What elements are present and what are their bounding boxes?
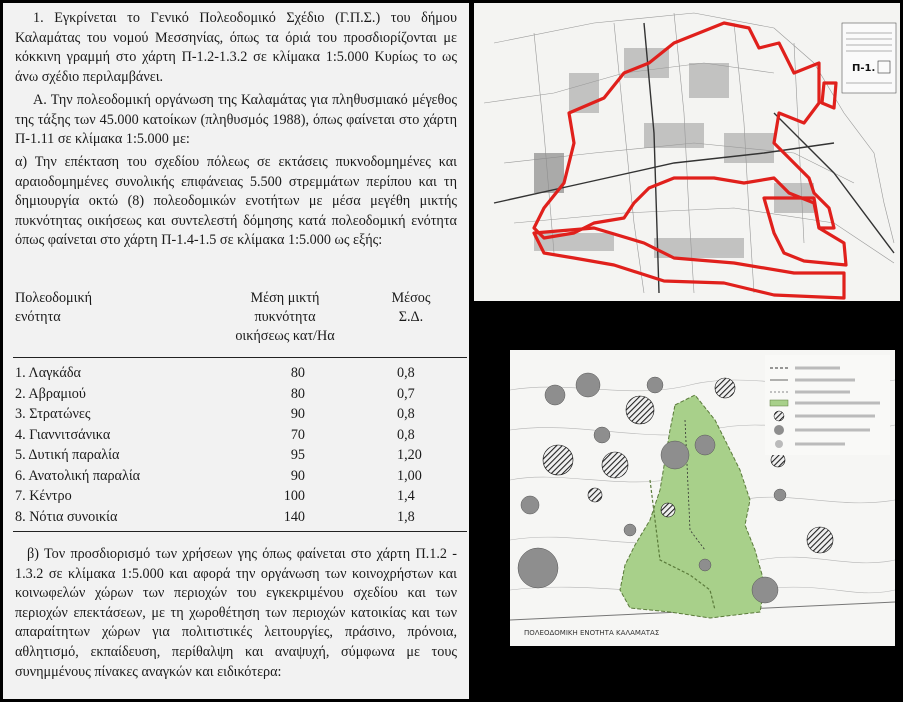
header-density-line2: πυκνότητα — [254, 309, 316, 325]
table-top-rule — [13, 357, 467, 358]
cell-far: 0,7 — [397, 385, 415, 402]
header-density-line3: οικήσεως κατ/Ηα — [235, 328, 335, 344]
header-unit — [15, 289, 145, 327]
cell-density: 90 — [290, 467, 305, 484]
table-row — [15, 468, 465, 489]
table-bottom-rule — [13, 531, 467, 532]
table-row — [15, 406, 465, 427]
cell-far: 0,8 — [397, 406, 415, 422]
table-row — [15, 427, 465, 448]
header-unit-line2: ενότητα — [15, 309, 61, 325]
header-density-line1: Μέση μικτή — [250, 290, 320, 306]
cell-density: 140 — [283, 508, 305, 525]
neighbourhood-map-drawing — [510, 350, 895, 646]
map-caption: ΠΟΛΕΟΔΟΜΙΚΗ ΕΝΟΤΗΤΑ ΚΑΛΑΜΑΤΑΣ — [524, 629, 660, 637]
document-page — [3, 3, 469, 699]
cell-unit: 3. Στρατώνες — [15, 406, 91, 422]
header-density — [190, 289, 380, 346]
paragraph-subsection-a: α) Την επέκταση του σχεδίου πόλεως σε εκτάσεις πυκνοδομημένες και αραιοδομημένες συνολικής επιφάνειας 5.500 στρεμμάτων περίπου και τη δημιουργία οκτώ (8) πολεοδομικών ενοτήτων με μέσα μεγέθη μικτής πυκνότητας οικήσεως και συντελεστή δόμησης κατά πολεοδομική ενότητα όπως φαίνεται στο χάρτη Π-1.4-1.5 σε κλίμακα 1:5.000 ως εξής: — [15, 154, 457, 249]
cell-density: 80 — [290, 365, 305, 381]
header-far-line1: Μέσος — [391, 290, 431, 306]
cell-density: 95 — [290, 447, 305, 463]
table-row — [15, 509, 465, 530]
cell-far: 1,4 — [397, 488, 415, 504]
cell-unit: 4. Γιαννιτσάνικα — [15, 426, 111, 443]
table-body — [15, 365, 465, 529]
cell-density: 100 — [283, 488, 305, 504]
table-row — [15, 365, 465, 386]
header-far — [375, 289, 447, 327]
header-unit-line1: Πολεοδομική — [15, 290, 93, 306]
cell-unit: 2. Αβραμιού — [15, 385, 86, 402]
frame-divider — [474, 301, 900, 305]
cell-far: 1,00 — [397, 467, 422, 484]
cell-unit: 6. Ανατολική παραλία — [15, 467, 141, 484]
paragraph-subsection-b: β) Τον προσδιορισμό των χρήσεων γης όπως φαίνεται στο χάρτη Π.1.2 - 1.3.2 σε κλίμακα 1:5.000 και αφορά την οργάνωση των κοινοχρήστων και κοινωφελών χώρων των περιοχών του εγκεκριμένου σχεδίου και των περιοχών επεκτάσεων, με τη χωροθέτηση των περιοχών κατοικίας και των απαραίτητων χώρων για πολιτιστικές λειτουργίες, πράσινο, πρόνοια, αθλητισμό, εκπαίδευση, περίθαλψη και αναψυχή, σύμφωνα με τους συνημμένους πίνακες αναγκών και ειδικότερα: — [15, 546, 457, 680]
cell-far: 1,20 — [397, 447, 422, 463]
paragraph-approval: 1. Εγκρίνεται το Γενικό Πολεοδομικό Σχέδιο (Γ.Π.Σ.) του δήμου Καλαμάτας του νομού Μεσσηνίας, όπως τα όριά του προσδιορίζονται με κόκκινη γραμμή στο χάρτη Π-1.2-1.3.2 σε κλίμακα 1:5.000 Κυρίως το ως άνω σχέδιο περιλαμβάνει. — [15, 10, 457, 85]
table-row — [15, 386, 465, 407]
map-legend-code: Π-1. — [852, 63, 876, 74]
cell-unit: 1. Λαγκάδα — [15, 365, 81, 381]
cell-far: 0,8 — [397, 426, 415, 443]
cell-unit: 5. Δυτική παραλία — [15, 447, 120, 463]
neighbourhood-map — [510, 350, 895, 646]
cell-density: 80 — [290, 385, 305, 402]
cell-far: 0,8 — [397, 365, 415, 381]
zoning-plan-map — [474, 3, 900, 301]
paragraph-section-a: Α. Την πολεοδομική οργάνωση της Καλαμάτας για πληθυσμιακό μέγεθος της τάξης των 45.000 κατοίκων (πληθυσμός 1988), όπως φαίνεται στο χάρτη Π-1.11 σε κλίμακα 1:5.000 με: — [15, 92, 457, 148]
zoning-plan-map-drawing — [474, 3, 900, 301]
table-row — [15, 488, 465, 509]
cell-unit: 8. Νότια συνοικία — [15, 508, 118, 525]
cell-far: 1,8 — [397, 508, 415, 525]
cell-unit: 7. Κέντρο — [15, 488, 72, 504]
cell-density: 70 — [290, 426, 305, 443]
table-row — [15, 447, 465, 468]
cell-density: 90 — [290, 406, 305, 422]
header-far-line2: Σ.Δ. — [398, 309, 424, 325]
